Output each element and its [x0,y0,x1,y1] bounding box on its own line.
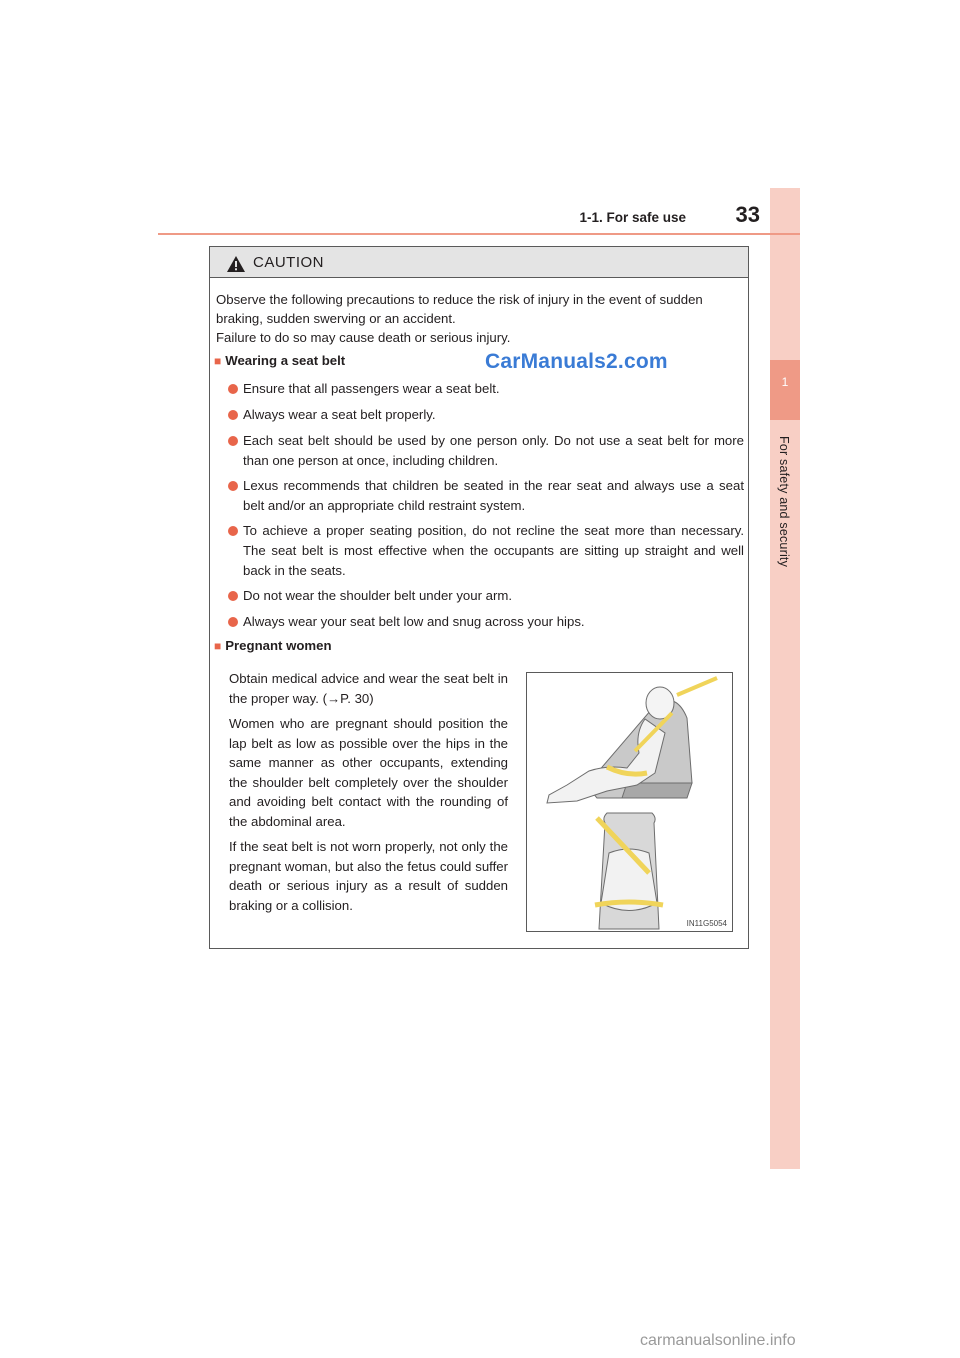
front-view-figure [595,813,663,929]
watermark-top: CarManuals2.com [485,350,668,373]
bullet-dot-icon [228,384,238,394]
bullet-dot-icon [228,591,238,601]
subheading-pregnant-women: ■ Pregnant women [214,638,332,653]
caution-header [210,247,748,278]
paragraph: Women who are pregnant should position the lap belt as low as possible over the hips in the same manner as other occupants, extending the shoulder belt completely over the shoulder and avoiding belt contact with the rounding of the abdominal area. [229,716,508,829]
caution-box [209,246,749,949]
watermark-bottom: carmanualsonline.info [640,1332,796,1349]
bullet-item: Do not wear the shoulder belt under your arm. [228,586,744,606]
square-bullet-icon: ■ [214,354,222,368]
chapter-number: 1 [781,375,789,389]
pregnant-seatbelt-illustration [526,672,733,932]
bullet-item: Always wear a seat belt properly. [228,405,744,425]
bullet-dot-icon [228,526,238,536]
bullet-item: Each seat belt should be used by one person only. Do not use a seat belt for more than one person at once, including children. [228,431,744,471]
section-title: 1-1. For safe use [579,210,686,225]
intro-line: Observe the following precautions to reduce the risk of injury in the event of sudden [216,292,703,307]
bullet-item: Lexus recommends that children be seated in the rear seat and always use a seat belt and/or an appropriate child restraint system. [228,476,744,516]
bullet-dot-icon [228,410,238,420]
intro-line: braking, sudden swerving or an accident. [216,311,456,326]
header-rule [158,233,800,235]
square-bullet-icon: ■ [214,639,222,653]
paragraph: Obtain medical advice and wear the seat belt in the proper way. (→P. 30) [229,671,508,706]
caution-intro [216,290,746,347]
caution-title: CAUTION [253,254,324,271]
bullet-item: Ensure that all passengers wear a seat belt. [228,379,744,399]
intro-line: Failure to do so may cause death or serious injury. [216,330,511,345]
seatbelt-diagram [527,673,732,931]
side-view-figure [547,678,717,803]
subheading-seat-belt: ■ Wearing a seat belt [214,353,346,368]
side-band [770,188,800,1169]
illustration-code: IN11G5054 [686,919,727,928]
bullet-item: To achieve a proper seating position, do not recline the seat more than necessary. The seat belt is most effective when the occupants are sitting up straight and well back in the seats. [228,521,744,581]
page-number: 33 [735,202,760,227]
bullet-dot-icon [228,617,238,627]
warning-triangle-icon [227,256,245,272]
bullet-dot-icon [228,436,238,446]
paragraph: If the seat belt is not worn properly, not only the pregnant woman, but also the fetus could suffer death or serious injury as a result of sudden braking or a collision. [229,839,508,913]
bullet-dot-icon [228,481,238,491]
bullet-item: Always wear your seat belt low and snug across your hips. [228,612,744,632]
chapter-tab [770,360,800,420]
